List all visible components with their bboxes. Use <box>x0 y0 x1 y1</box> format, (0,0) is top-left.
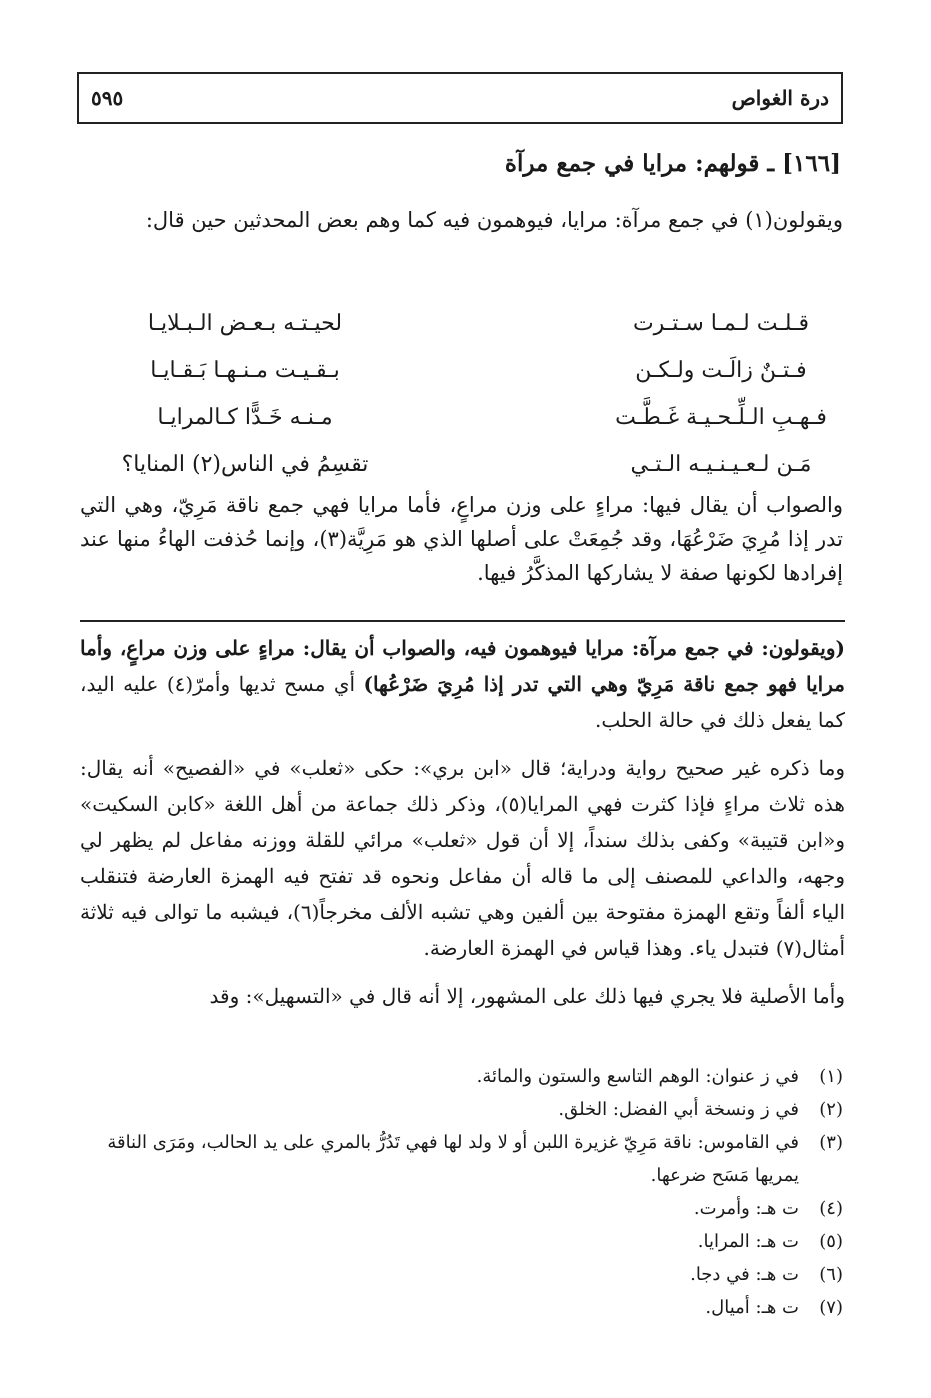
verse-first-hemistich: فـتـنٌ زالَـت ولـكـن <box>635 358 807 383</box>
footnote <box>80 1093 843 1126</box>
footnote-text: ت هـ: في دجا. <box>690 1264 799 1285</box>
commentary-paragraph <box>80 630 845 738</box>
section-divider <box>80 620 845 622</box>
footnote-text: في ز عنوان: الوهم التاسع والستون والمائة. <box>476 1066 799 1087</box>
footnote-number: (٤) <box>819 1198 843 1219</box>
page-header <box>77 72 843 124</box>
verse-second-hemistich: تقسِمُ في الناس(٢) المنايا؟ <box>121 452 369 477</box>
footnote-number: (١) <box>819 1066 843 1087</box>
footnote-text: ت هـ: المرايا. <box>697 1231 799 1252</box>
commentary-quote-tail: أي مسح ثديها وأمرّ(٤) عليه اليد، كما يفعل ذلك في حالة الحلب. <box>80 672 845 732</box>
footnote <box>80 1060 843 1093</box>
section-heading: [١٦٦] ـ قولهم: مرايا في جمع مرآة <box>504 150 841 177</box>
footnote <box>80 1225 843 1258</box>
verse-second-hemistich: بـقـيـت مـنـهـا بَـقـايـا <box>150 358 340 383</box>
page-number: ٥٩٥ <box>91 86 124 110</box>
footnote-number: (٣) <box>819 1132 843 1153</box>
footnote <box>80 1258 843 1291</box>
intro-paragraph: ويقولون(١) في جمع مرآة: مرايا، فيوهمون فيه كما وهم بعض المحدثين حين قال: <box>145 208 843 232</box>
verse-second-hemistich: لحيـتـه بـعـض الـبـلايـا <box>147 311 343 336</box>
running-title: درة الغواص <box>731 86 829 110</box>
footnotes <box>80 1060 843 1324</box>
footnote <box>80 1291 843 1324</box>
footnote-text: في القاموس: ناقة مَرِيّ غزيرة اللبن أو لا ولد لها فهي تَدُرُّ بالمري على يد الحالب، ومَرَى الناقة يمريها مَسَح ضرعها. <box>107 1132 799 1186</box>
commentary-paragraph: وما ذكره غير صحيح رواية ودراية؛ قال «ابن بري»: حكى «ثعلب» في «الفصيح» أنه يقال: هذه ثلاث مراءٍ فإذا كثرت فهي المرايا(٥)، وذكر ذلك جماعة من أهل اللغة «كابن السكيت» و«ابن قتيبة» وكفى بذلك سنداً، إلا أن قول «ثعلب» مرائي للقلة ووزنه مفاعل لم يظهر لي وجهه، والداعي للمصنف إلى ما قاله أن مفاعل ونحوه قد تفتح فيه الهمزة العارضة فتنقلب الياء ألفاً وتقع الهمزة مفتوحة بين ألفين وهي تشبه الألف مخرجاً(٦)، فيشبه ما توالى فيه ثلاثة أمثال(٧) فتبدل ياء. وهذا قياس في الهمزة العارضة. <box>80 756 846 960</box>
footnote-text: ت هـ: أميال. <box>705 1297 799 1318</box>
commentary-paragraph: وأما الأصلية فلا يجري فيها ذلك على المشهور، إلا أنه قال في «التسهيل»: وقد <box>209 984 845 1008</box>
poem-verses <box>120 300 846 488</box>
footnote-number: (٢) <box>819 1099 843 1120</box>
footnote <box>80 1126 843 1192</box>
footnote <box>80 1192 843 1225</box>
verse-line <box>120 441 846 488</box>
correction-paragraph: والصواب أن يقال فيها: مراءٍ على وزن مراعٍ، فأما مرايا فهي جمع ناقة مَرِيّ، وهي التي تدر إذا مُرِيَ ضَرْعُهَا، وقد جُمِعَتْ على أصلها الذي هو مَرِيَّة(٣)، وإنما حُذفت الهاءُ منها عند إفرادها لكونها صفة لا يشاركها المذكَّرُ فيها. <box>80 493 844 585</box>
verse-first-hemistich: قـلـت لـمـا سـتـرت <box>632 311 810 336</box>
footnote-number: (٥) <box>819 1231 843 1252</box>
verse-first-hemistich: فـهـبِ الـلِّـحـيـة غَـطَّـت <box>615 405 827 430</box>
verse-line <box>120 347 846 394</box>
commentary-quote: (ويقولون: في جمع مرآة: مرايا فيوهمون فيه، والصواب أن يقال: مراءٍ على وزن مراعٍ، وأما مرايا فهو جمع ناقة مَرِيّ وهي التي تدر إذا مُرِيَ ضَرْعُها) <box>80 636 845 696</box>
verse-second-hemistich: مـنـه خَـدًّا كـالمرايـا <box>157 405 333 430</box>
footnote-text: في ز ونسخة أبي الفضل: الخلق. <box>558 1099 799 1120</box>
footnote-text: ت هـ: وأمرت. <box>693 1198 799 1219</box>
verse-line <box>120 394 846 441</box>
verse-first-hemistich: مَـن لـعـيـنـيـه الـتـي <box>630 452 812 477</box>
verse-line <box>120 300 846 347</box>
footnote-number: (٧) <box>819 1297 843 1318</box>
footnote-number: (٦) <box>819 1264 843 1285</box>
commentary-block <box>80 630 845 1026</box>
